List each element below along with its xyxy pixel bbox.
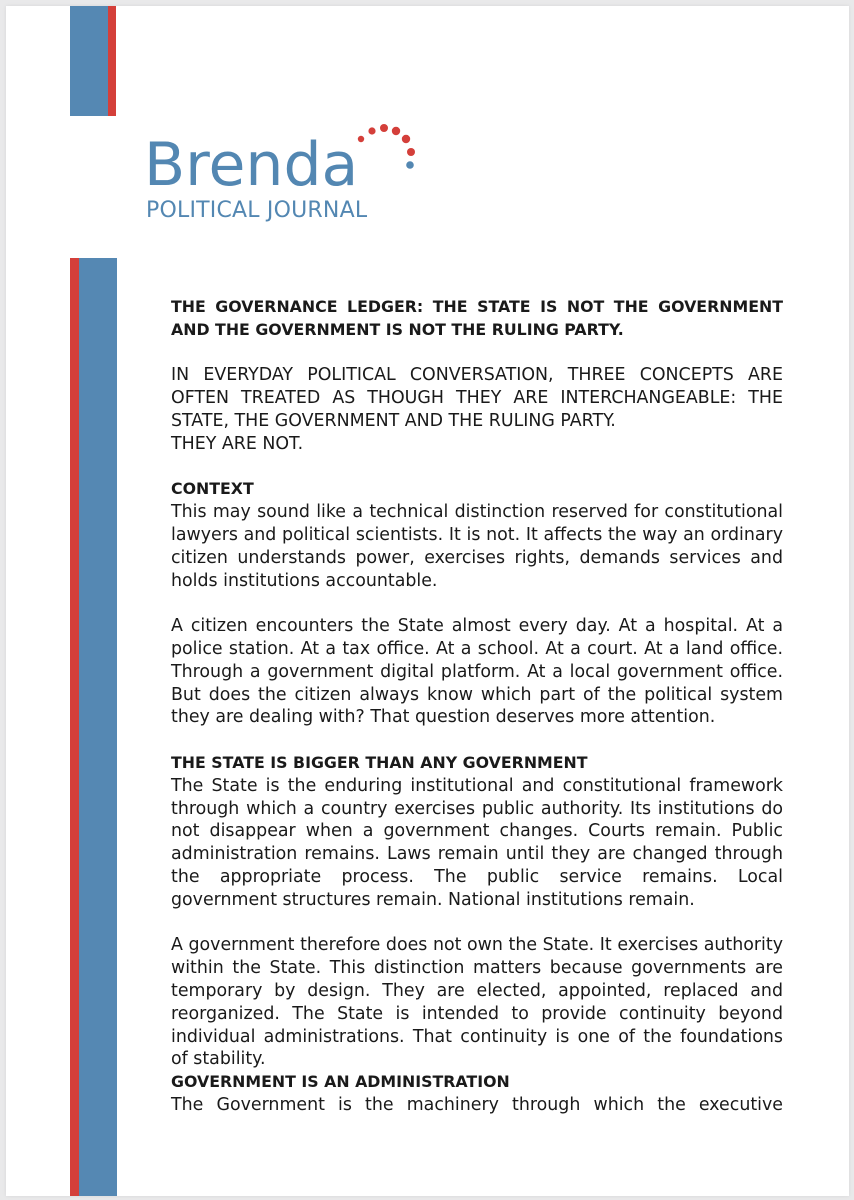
section-paragraph: This may sound like a technical distinction reserved for constitutional lawyers and political scientists. It is not. It affects the way an ordinary citizen understands power, exercises rights, demands services and holds institutions accountable. [171, 502, 783, 591]
article-intro: IN EVERYDAY POLITICAL CONVERSATION, THREE CONCEPTS ARE OFTEN TREATED AS THOUGH THEY ARE INTERCHANGEABLE: THE STATE, THE GOVERNMENT AND THE RULING PARTY. [171, 365, 783, 431]
decorative-bar-top-red [108, 6, 116, 116]
brand-logo [144, 118, 444, 228]
logo-subtitle: POLITICAL JOURNAL [146, 198, 368, 223]
section-paragraph: The Government is the machinery through which the executive [171, 1094, 783, 1115]
section-paragraph: A government therefore does not own the State. It exercises authority within the State. This distinction matters because governments are temporary by design. They are elected, appointed, replaced and reorganized. The State is intended to provide continuity beyond individual administrations. That continuity is one of the foundations of stability. [171, 935, 783, 1070]
decorative-bar-top-blue [70, 6, 108, 116]
section-paragraph: A citizen encounters the State almost every day. At a hospital. At a police station. At a tax office. At a school. At a court. At a land office. Through a government digital platform. At a local government office. But does the citizen always know which part of the political system they are dealing with? That question deserves more attention. [171, 616, 783, 728]
article-body [171, 296, 783, 1117]
section-paragraph: The State is the enduring institutional and constitutional framework through which a country exercises public authority. Its institutions do not disappear when a government changes. Courts remain. Public administration remains. Laws remain until they are changed through the appropriate process. The public service remains. Local government structures remain. National institutions remain. [171, 775, 783, 910]
decorative-bar-side-blue [79, 258, 117, 1196]
article-title: THE GOVERNANCE LEDGER: THE STATE IS NOT THE GOVERNMENT AND THE GOVERNMENT IS NOT THE RULING PARTY. [171, 297, 783, 339]
logo-name: Brenda [144, 130, 359, 200]
section-heading: THE STATE IS BIGGER THAN ANY GOVERNMENT [171, 752, 588, 772]
article-intro-close: THEY ARE NOT. [171, 433, 304, 454]
document-page [6, 6, 849, 1196]
decorative-bar-side-red [70, 258, 79, 1196]
section-heading: GOVERNMENT IS AN ADMINISTRATION [171, 1072, 510, 1092]
section-heading: CONTEXT [171, 479, 254, 499]
